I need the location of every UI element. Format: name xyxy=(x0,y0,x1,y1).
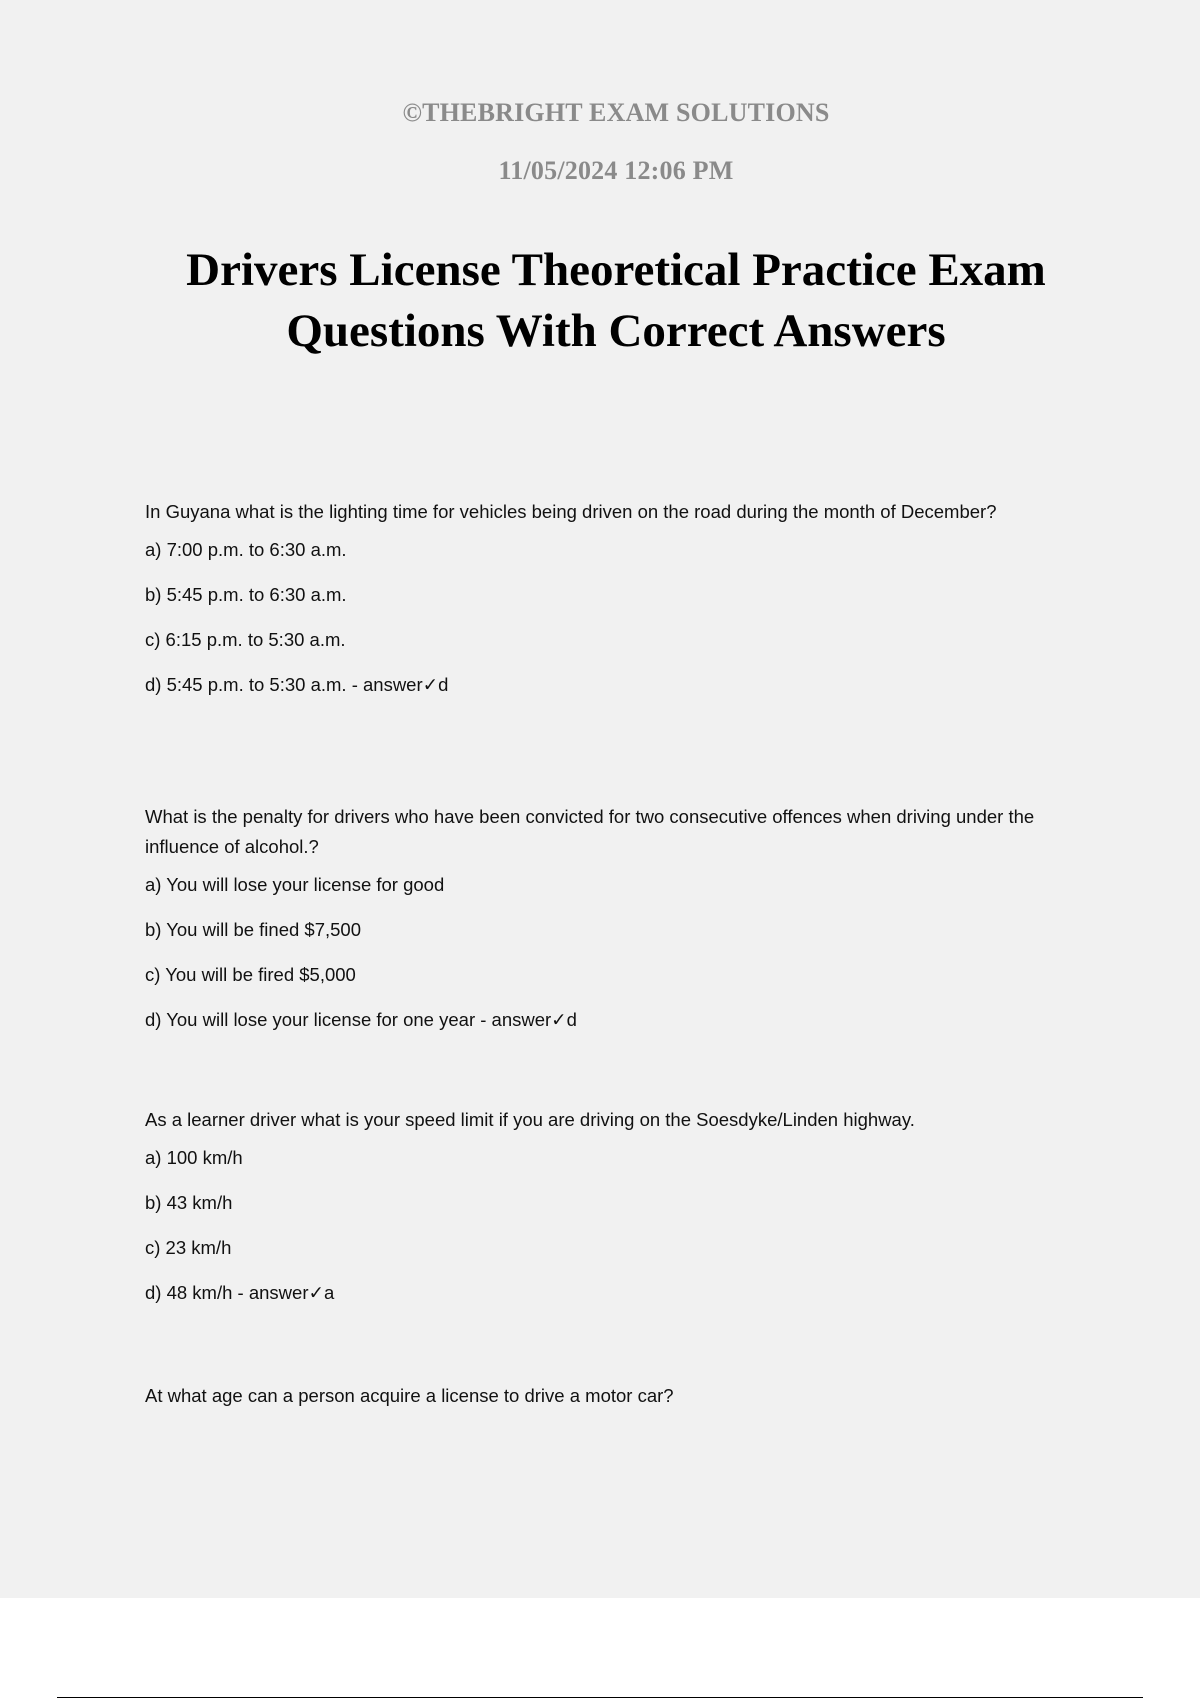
option-list xyxy=(145,1146,1075,1305)
option-list xyxy=(145,873,1075,1032)
document-title-line-1: Drivers License Theoretical Practice Exam xyxy=(186,244,1046,296)
option-list xyxy=(145,538,1075,697)
question-text: What is the penalty for drivers who have been convicted for two consecutive offences when driving under the influence of alcohol.? xyxy=(145,806,1035,857)
option-b: b) 5:45 p.m. to 6:30 a.m. xyxy=(145,584,347,605)
question-3 xyxy=(145,1105,1075,1305)
option-c: c) 6:15 p.m. to 5:30 a.m. xyxy=(145,629,346,650)
question-1 xyxy=(145,497,1075,697)
option-d: d) 48 km/h - answer✓a xyxy=(145,1282,335,1303)
question-text: At what age can a person acquire a license to drive a motor car? xyxy=(145,1385,674,1406)
option-a: a) 100 km/h xyxy=(145,1147,243,1168)
watermark-timestamp: 11/05/2024 12:06 PM xyxy=(498,156,734,185)
option-c: c) 23 km/h xyxy=(145,1237,232,1258)
option-a: a) 7:00 p.m. to 6:30 a.m. xyxy=(145,539,347,560)
option-c: c) You will be fired $5,000 xyxy=(145,964,356,985)
question-text: In Guyana what is the lighting time for vehicles being driven on the road during the month of December? xyxy=(145,501,997,522)
option-d: d) You will lose your license for one year - answer✓d xyxy=(145,1009,577,1030)
option-b: b) 43 km/h xyxy=(145,1192,233,1213)
option-d: d) 5:45 p.m. to 5:30 a.m. - answer✓d xyxy=(145,674,449,695)
question-2 xyxy=(145,802,1075,1032)
question-4 xyxy=(145,1381,1075,1411)
question-text: As a learner driver what is your speed limit if you are driving on the Soesdyke/Linden highway. xyxy=(145,1109,915,1130)
watermark-brand: ©THEBRIGHT EXAM SOLUTIONS xyxy=(402,98,830,127)
document-title-line-2: Questions With Correct Answers xyxy=(286,305,946,357)
option-a: a) You will lose your license for good xyxy=(145,874,445,895)
footer-divider xyxy=(57,1697,1143,1698)
document-title xyxy=(0,240,1200,362)
option-b: b) You will be fined $7,500 xyxy=(145,919,362,940)
